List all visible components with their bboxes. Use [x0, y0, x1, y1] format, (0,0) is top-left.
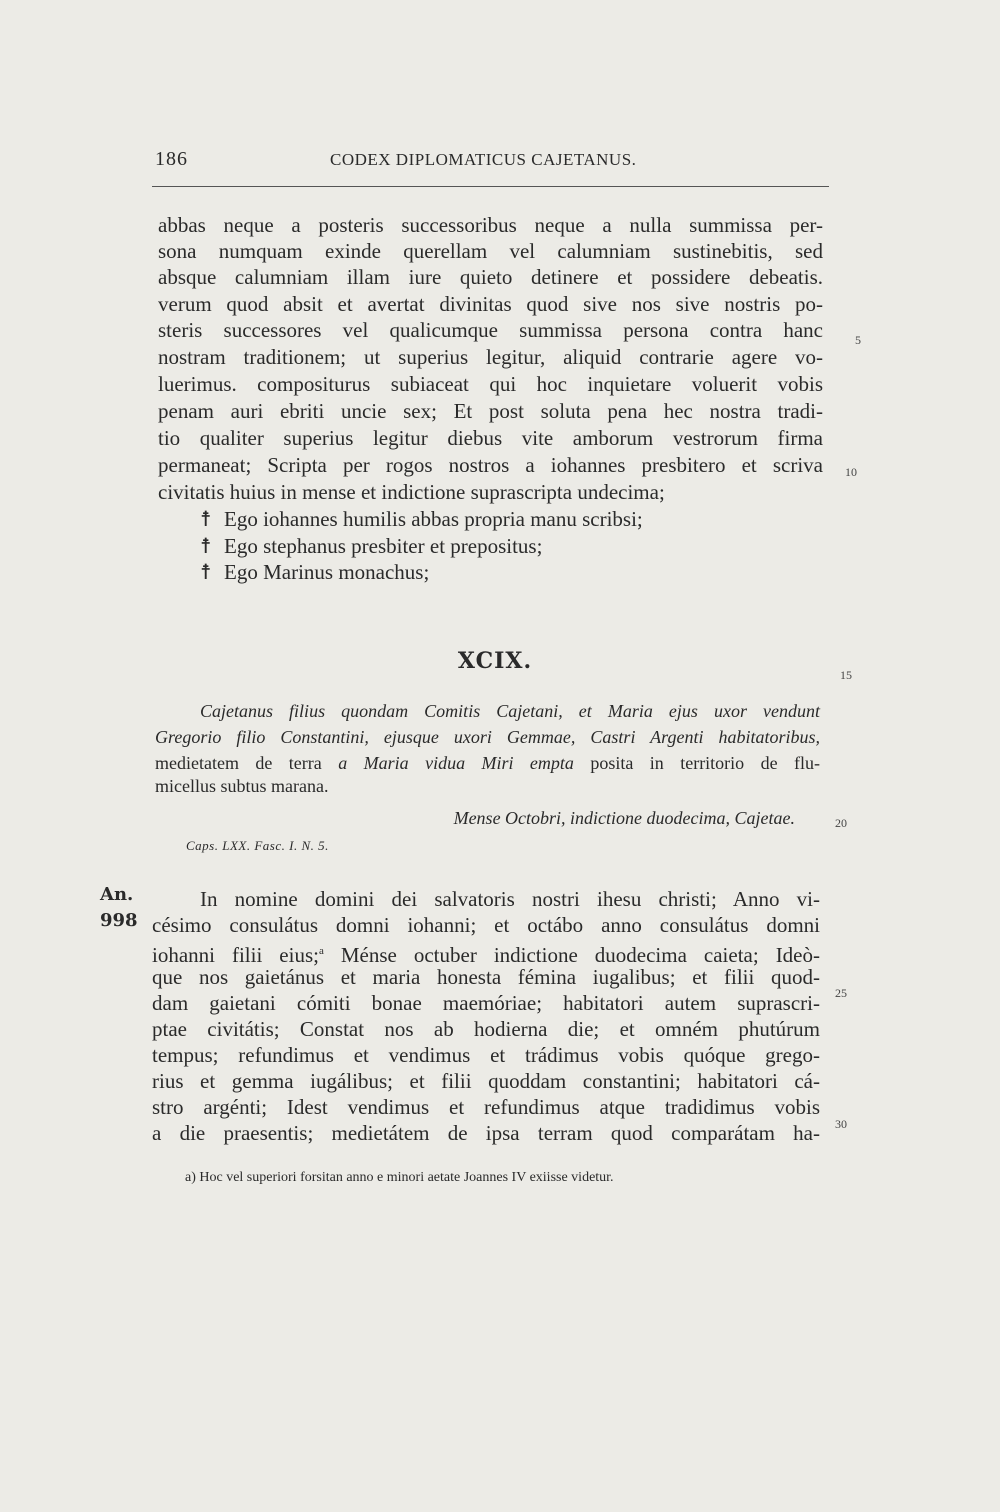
signature-text: Ego Marinus monachus;	[224, 560, 430, 584]
text-line: permaneat; Scripta per rogos nostros a iohannes presbitero et scriva	[158, 453, 823, 477]
charter-line: que nos gaietánus et maria honesta fémina iugalibus; et filii quod-	[152, 965, 820, 989]
regest-line	[155, 752, 820, 774]
page-number: 186	[155, 148, 188, 170]
line-number: 30	[835, 1117, 847, 1131]
charter-line: césimo consulátus domni iohanni; et octábo anno consulátus domni	[152, 913, 820, 937]
charter-line: ptae civitátis; Constat nos ab hodierna die; et omném phutúrum	[152, 1017, 820, 1041]
line-number: 15	[840, 668, 852, 682]
charter-line: stro argénti; Idest vendimus et refundimus atque tradidimus vobis	[152, 1095, 820, 1119]
text-line: sona numquam exinde querellam vel calumniam sustinebitis, sed	[158, 239, 823, 263]
cross-icon: ☨	[200, 507, 212, 531]
running-title: CODEX DIPLOMATICUS CAJETANUS.	[330, 150, 637, 169]
regest-line: Cajetanus filius quondam Comitis Cajetani, et Maria ejus uxor vendunt	[200, 701, 820, 721]
footnote: a) Hoc vel superiori forsitan anno e minori aetate Joannes IV exiisse videtur.	[185, 1170, 614, 1185]
header-rule	[152, 186, 829, 187]
signature-line	[200, 506, 643, 532]
text-line: civitatis huius in mense et indictione suprascripta undecima;	[158, 480, 665, 504]
text-line: abbas neque a posteris successoribus neque a nulla summissa per-	[158, 213, 823, 237]
cross-icon: ☨	[200, 534, 212, 558]
signature-line	[200, 533, 542, 559]
text-line: penam auri ebriti uncie sex; Et post soluta pena hec nostra tradi-	[158, 399, 823, 423]
signature-text: Ego iohannes humilis abbas propria manu scribsi;	[224, 507, 643, 531]
charter-text: Ménse octuber indictione duodecima caieta; Ideò-	[323, 943, 820, 967]
charter-line: a die praesentis; medietátem de ipsa terram quod comparátam ha-	[152, 1121, 820, 1145]
charter-line: In nomine domini dei salvatoris nostri ihesu christi; Anno vi-	[200, 887, 820, 911]
text-line: absque calumniam illam iure quieto detinere et possidere debeatis.	[158, 265, 823, 289]
charter-line: tempus; refundimus et vendimus et trádimus vobis quóque grego-	[152, 1043, 820, 1067]
regest-text: medietatem de terra	[155, 753, 339, 773]
line-number: 25	[835, 986, 847, 1000]
text-line: tio qualiter superius legitur diebus vite amborum vestrorum firma	[158, 426, 823, 450]
text-line: verum quod absit et avertat divinitas quod sive nos sive nostris po-	[158, 292, 823, 316]
text-line: luerimus. compositurus subiaceat qui hoc inquietare voluerit vobis	[158, 372, 823, 396]
page-header	[155, 148, 825, 178]
document-number: XCIX.	[457, 648, 533, 674]
regest-line: Gregorio filio Constantini, ejusque uxori Gemmae, Castri Argenti habitatoribus,	[155, 727, 820, 747]
text-line: nostram traditionem; ut superius legitur, aliquid contrarie agere vo-	[158, 345, 823, 369]
regest-text: posita in territorio de flu-	[573, 753, 821, 773]
regest-line: micellus subtus marana.	[155, 776, 329, 796]
margin-year-label: An.	[100, 884, 134, 905]
archive-reference: Caps. LXX. Fasc. I. N. 5.	[186, 838, 329, 853]
cross-icon: ☨	[200, 560, 212, 584]
charter-line: rius et gemma iugálibus; et filii quoddam constantini; habitatori cá-	[152, 1069, 820, 1093]
text-line: steris successores vel qualicumque summissa persona contra hanc	[158, 318, 823, 342]
charter-line: dam gaietani cómiti bonae maemóriae; habitatori autem suprascri-	[152, 991, 820, 1015]
charter-text: iohanni filii eius;	[152, 943, 319, 967]
signature-text: Ego stephanus presbiter et prepositus;	[224, 534, 543, 558]
regest-text-italic: a Maria vidua Miri empta	[338, 753, 574, 773]
margin-year: 998	[100, 910, 138, 931]
signature-line	[200, 559, 429, 585]
footnote-marker: a	[318, 945, 324, 957]
line-number: 10	[845, 465, 857, 479]
line-number: 5	[855, 333, 861, 347]
line-number: 20	[835, 816, 847, 830]
date-line: Mense Octobri, indictione duodecima, Cajetae.	[453, 808, 795, 828]
